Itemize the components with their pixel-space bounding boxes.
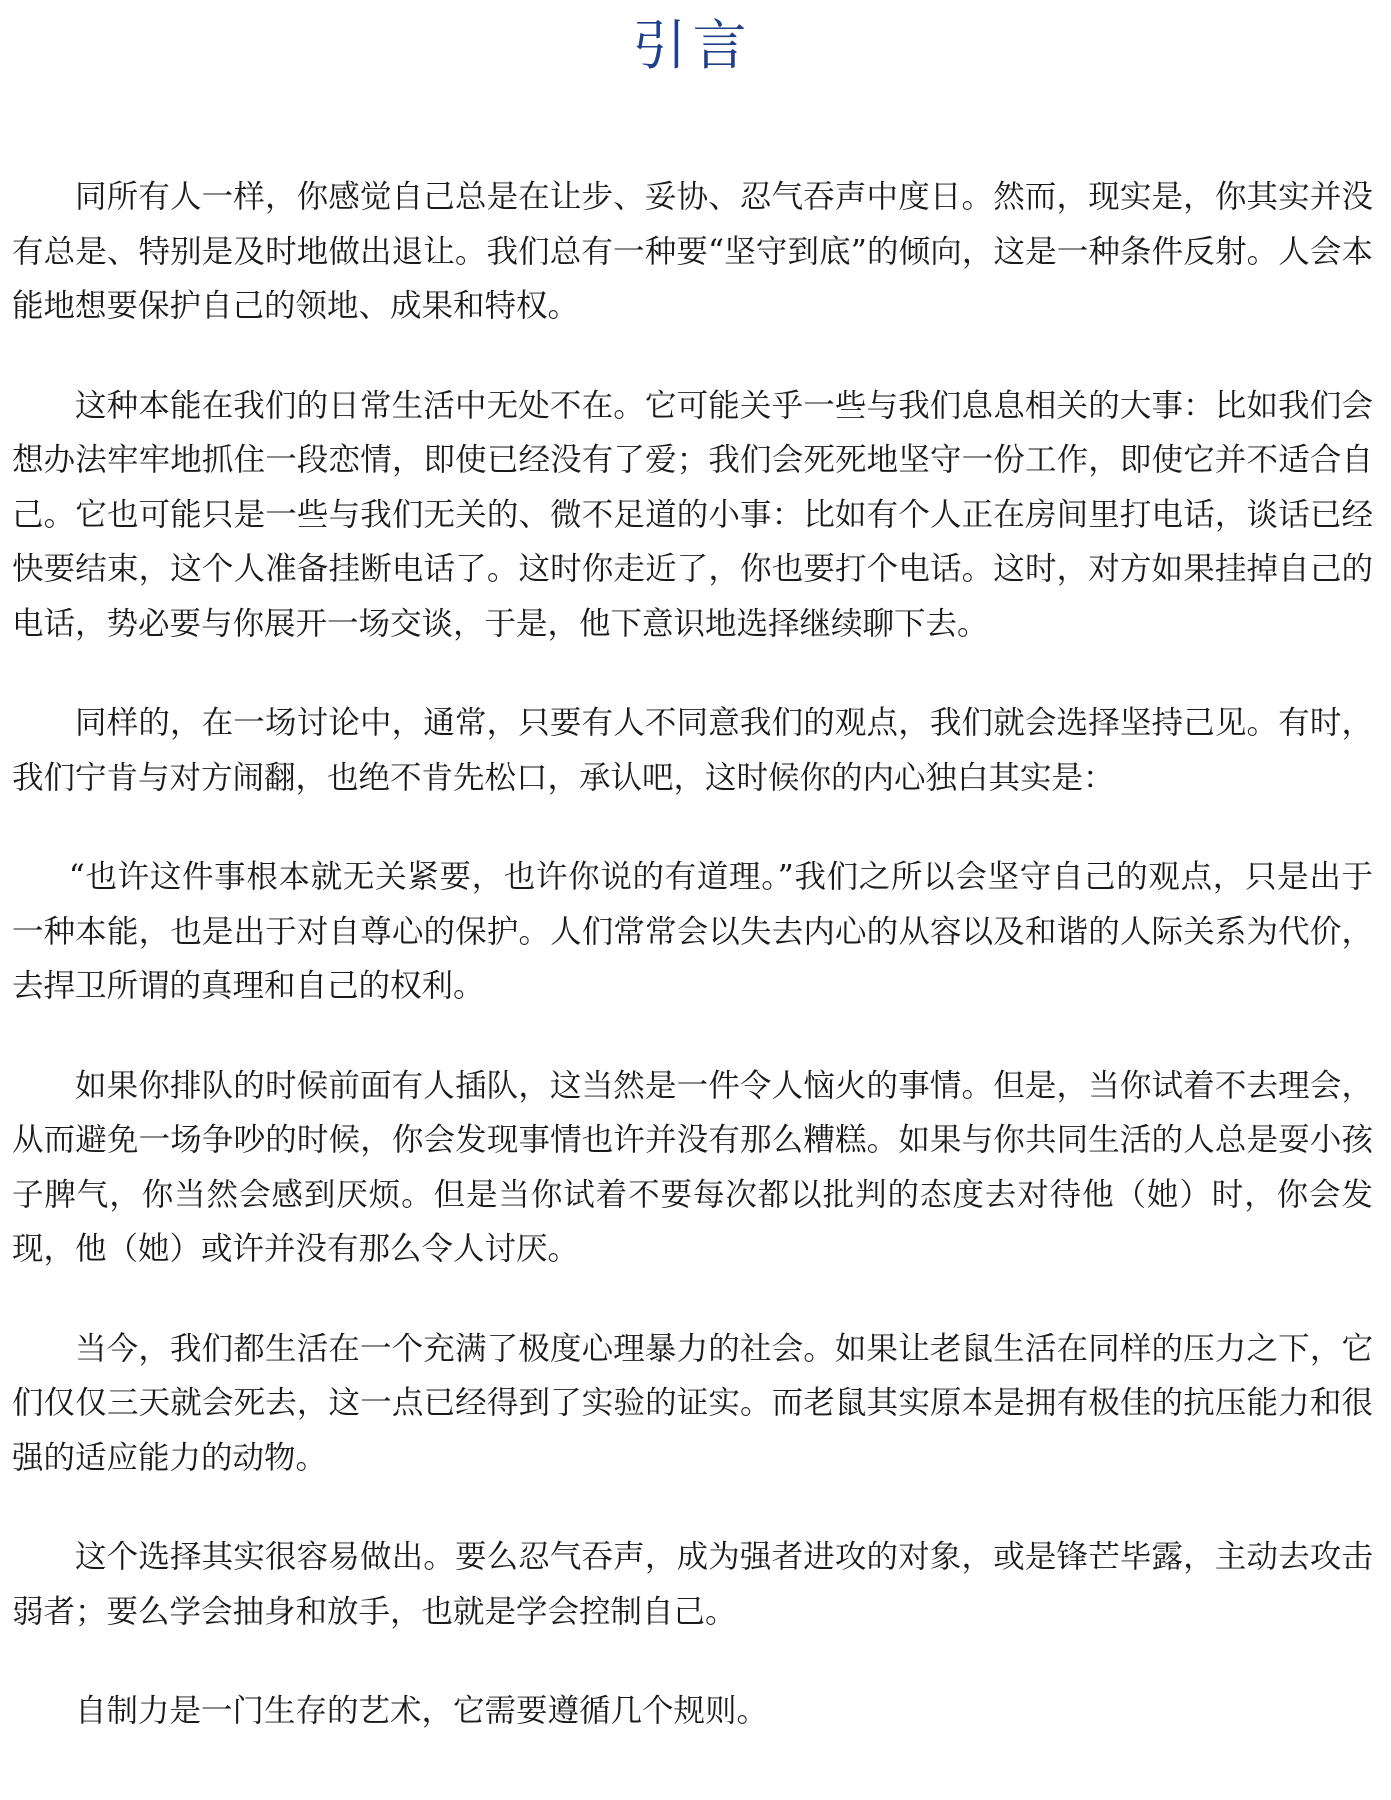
paragraph-2: 这种本能在我们的日常生活中无处不在。它可能关乎一些与我们息息相关的大事：比如我们会想办法牢牢地抓住一段恋情，即使已经没有了爱；我们会死死地坚守一份工作，即使它并不适合自己。它也可能只是一些与我们无关的、微不足道的小事：比如有个人正在房间里打电话，谈话已经快要结束，这个人准备挂断电话了。这时你走近了，你也要打个电话。这时，对方如果挂掉自己的电话，势必要与你展开一场交谈，于是，他下意识地选择继续聊下去。	[12, 387, 1373, 642]
body-text	[12, 170, 1373, 1739]
paragraph-7: 这个选择其实很容易做出。要么忍气吞声，成为强者进攻的对象，或是锋芒毕露，主动去攻击弱者；要么学会抽身和放手，也就是学会控制自己。	[12, 1539, 1373, 1630]
paragraph-1: 同所有人一样，你感觉自己总是在让步、妥协、忍气吞声中度日。然而，现实是，你其实并没有总是、特别是及时地做出退让。我们总有一种要“坚守到底”的倾向，这是一种条件反射。人会本能地想要保护自己的领地、成果和特权。	[12, 179, 1373, 324]
chapter-title: 引言	[632, 14, 753, 77]
paragraph-4: “也许这件事根本就无关紧要，也许你说的有道理。”我们之所以会坚守自己的观点，只是出于一种本能，也是出于对自尊心的保护。人们常常会以失去内心的从容以及和谐的人际关系为代价，去捍卫所谓的真理和自己的权利。	[12, 859, 1373, 1004]
paragraph-5: 如果你排队的时候前面有人插队，这当然是一件令人恼火的事情。但是，当你试着不去理会，从而避免一场争吵的时候，你会发现事情也许并没有那么糟糕。如果与你共同生活的人总是耍小孩子脾气，你当然会感到厌烦。但是当你试着不要每次都以批判的态度去对待他（她）时，你会发现，他（她）或许并没有那么令人讨厌。	[12, 1067, 1373, 1267]
paragraph-8: 自制力是一门生存的艺术，它需要遵循几个规则。	[75, 1693, 769, 1729]
paragraph-3: 同样的，在一场讨论中，通常，只要有人不同意我们的观点，我们就会选择坚持己见。有时，我们宁肯与对方闹翻，也绝不肯先松口，承认吧，这时候你的内心独白其实是：	[12, 705, 1373, 796]
paragraph-6: 当今，我们都生活在一个充满了极度心理暴力的社会。如果让老鼠生活在同样的压力之下，它们仅仅三天就会死去，这一点已经得到了实验的证实。而老鼠其实原本是拥有极佳的抗压能力和很强的适应能力的动物。	[12, 1330, 1373, 1476]
